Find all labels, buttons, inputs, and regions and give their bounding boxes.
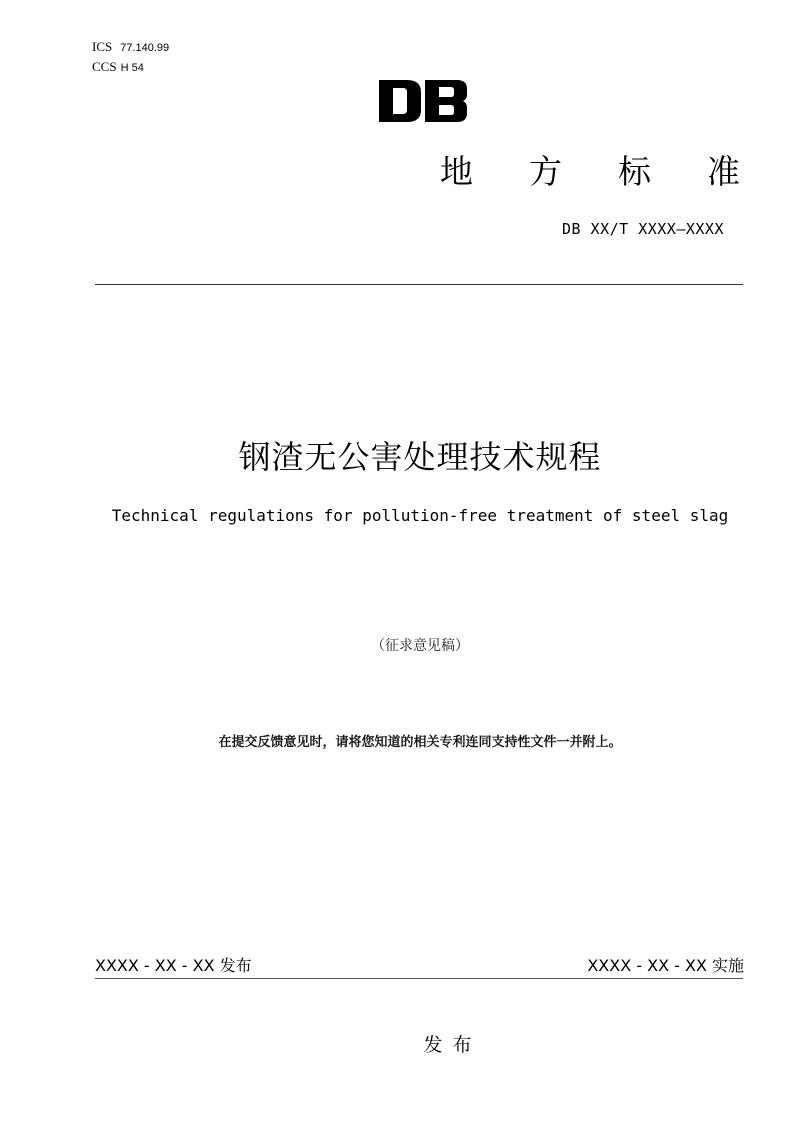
standard-type-heading (440, 152, 740, 192)
document-title-cn: 钢渣无公害处理技术规程 (238, 438, 602, 476)
ccs-label: CCS (92, 59, 117, 74)
standard-type-char: 准 (707, 152, 740, 191)
standard-type-char: 方 (529, 152, 562, 191)
db-logo-b-icon (425, 80, 467, 122)
header-divider (95, 284, 743, 285)
ccs-value: H 54 (120, 62, 144, 74)
standard-type-char: 地 (440, 152, 473, 191)
ics-classification (92, 40, 169, 55)
ics-value: 77.140.99 (120, 42, 170, 54)
db-logo-d-icon (379, 80, 421, 122)
draft-status: （征求意见稿） (371, 638, 469, 654)
footer-divider (95, 978, 743, 979)
implementation-date: XXXX - XX - XX 实施 (587, 956, 744, 975)
publisher: 发布 (423, 1034, 482, 1056)
standard-code: DB XX/T XXXX—XXXX (561, 220, 724, 238)
patent-notice: 在提交反馈意见时，请将您知道的相关专利连同支持性文件一并附上。 (218, 735, 622, 750)
db-logo (379, 80, 467, 122)
ccs-classification (92, 60, 144, 75)
standard-type-char: 标 (618, 152, 651, 191)
document-title-en: Technical regulations for pollution-free treatment of steel slag (111, 506, 729, 525)
issue-date: XXXX - XX - XX 发布 (95, 956, 252, 975)
ics-label: ICS (92, 39, 113, 54)
